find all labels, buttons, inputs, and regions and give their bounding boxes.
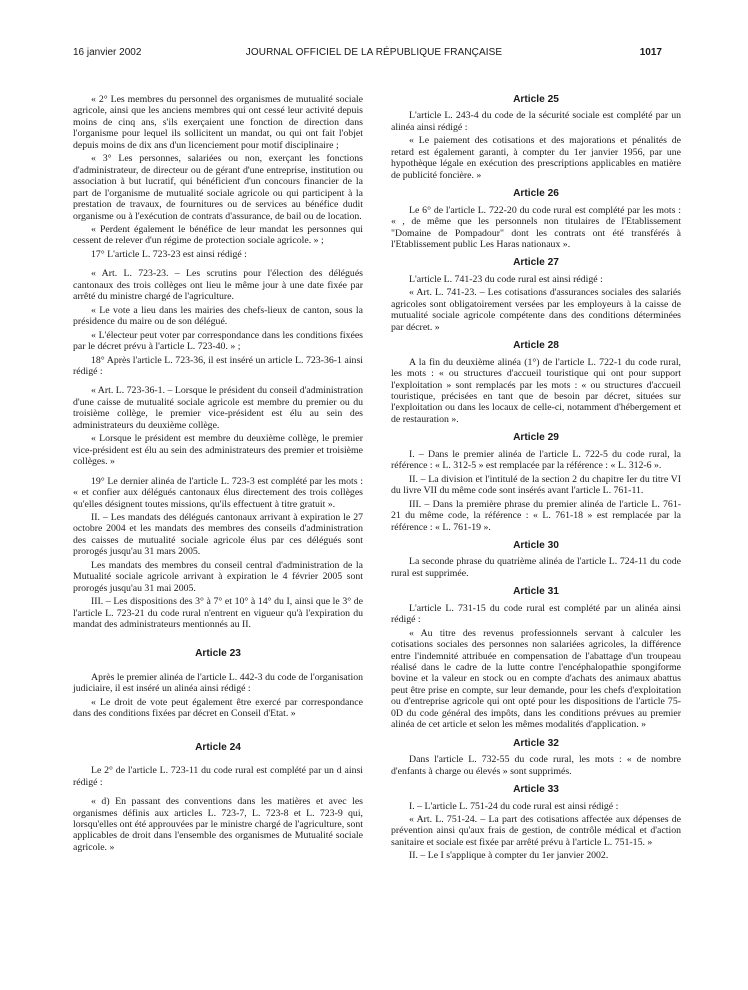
- paragraph: L'article L. 243-4 du code de la sécurité sociale est complété par un alinéa ainsi rédigé :: [391, 110, 681, 133]
- paragraph: « Le paiement des cotisations et des majorations et pénalités de retard est également garanti, à compter du 1er janvier 1956, par une hypothèque légale en exécution des prescriptions applicables en matière de publicité foncière. »: [391, 135, 681, 181]
- paragraph: L'article L. 731-15 du code rural est complété par un alinéa ainsi rédigé :: [391, 602, 681, 626]
- paragraph: « Art. L. 723-23. – Les scrutins pour l'élection des délégués cantonaux des trois collèges ont lieu le même jour à une date fixée par arrêté du ministre chargé de l'agriculture.: [73, 268, 363, 303]
- paragraph: 18° Après l'article L. 723-36, il est inséré un article L. 723-36-1 ainsi rédigé :: [73, 354, 363, 377]
- issue-date: 16 janvier 2002: [73, 47, 142, 58]
- paragraph: « Lorsque le président est membre du deuxième collège, le premier vice-président est élu au sein des administrateurs des premier et troisième collèges. »: [73, 433, 363, 468]
- page-header: [0, 47, 748, 63]
- paragraph: I. – L'article L. 751-24 du code rural est ainsi rédigé :: [409, 800, 619, 812]
- article-heading: Article 24: [195, 741, 241, 753]
- paragraph: « Art. L. 741-23. – Les cotisations d'assurances sociales des salariés agricoles sont obligatoirement versées par les employeurs à la caisse de mutualité sociale agricole compétente dans des conditions déterminées par décret. »: [391, 287, 681, 333]
- article-heading: Article 28: [513, 340, 559, 352]
- article-heading: Article 31: [513, 586, 559, 598]
- paragraph: II. – La division et l'intitulé de la section 2 du chapitre Ier du titre VI du livre VII du même code sont insérés avant l'article L. 761-11.: [391, 473, 681, 497]
- paragraph: Dans l'article L. 732-55 du code rural, les mots : « de nombre d'enfants à charge ou élevés » sont supprimés.: [391, 754, 681, 777]
- paragraph: « 3° Les personnes, salariées ou non, exerçant les fonctions d'administrateur, de directeur ou de gérant d'une entreprise, institution ou association à but lucratif, qui bénéficient d'un concours financier de la part de l'organisme de mutualité sociale agricole ou qui participent à la prestation de travaux, de fournitures ou de services au bénéfice dudit organisme ou à l'exécution de contrats d'assurance, de bail ou de location.: [73, 153, 363, 222]
- article-heading: Article 23: [195, 648, 241, 660]
- paragraph: « Art. L. 723-36-1. – Lorsque le président du conseil d'administration d'une caisse de mutualité sociale agricole est membre du premier ou du troisième collège, le premier vice-président est élu au sein des administrateurs du deuxième collège.: [73, 385, 363, 431]
- paragraph: 17° L'article L. 723-23 est ainsi rédigé :: [91, 248, 247, 260]
- article-heading: Article 32: [513, 737, 559, 749]
- paragraph: « Art. L. 751-24. – La part des cotisations affectée aux dépenses de prévention ainsi qu'aux frais de gestion, de contrôle médical et d'action sanitaire et sociale est fixée par arrêté prévu à l'article L. 751-15. »: [391, 814, 681, 848]
- paragraph: Le 6° de l'article L. 722-20 du code rural est complété par les mots : « , de même que les personnels non titulaires de l'Etablissement "Domaine de Pompadour" dont les contrats ont été transférés à l'Etablissement public Les Haras nationaux ».: [391, 204, 681, 250]
- paragraph: La seconde phrase du quatrième alinéa de l'article L. 724-11 du code rural est supprimée.: [391, 556, 681, 579]
- paragraph: Le 2° de l'article L. 723-11 du code rural est complété par un d ainsi rédigé :: [73, 765, 363, 788]
- article-heading: Article 29: [513, 432, 559, 444]
- article-heading: Article 27: [513, 257, 559, 269]
- paragraph: « Le vote a lieu dans les mairies des chefs-lieux de canton, sous la présidence du maire ou de son délégué.: [73, 304, 363, 328]
- article-heading: Article 26: [513, 188, 559, 200]
- paragraph: L'article L. 741-23 du code rural est ainsi rédigé :: [409, 273, 603, 285]
- paragraph: « d) En passant des conventions dans les matières et avec les organismes définis aux articles L. 723-7, L. 723-8 et L. 723-9 qui, lorsqu'elles ont été approuvées par le ministre chargé de l'agriculture, sont applicables de droit dans l'ensemble des organismes de Mutualité sociale agricole. »: [73, 796, 363, 853]
- article-heading: Article 25: [513, 94, 559, 105]
- paragraph: « L'électeur peut voter par correspondance dans les conditions fixées par le décret prévu à l'article L. 723-40. » ;: [73, 329, 363, 353]
- right-column: [391, 94, 681, 864]
- paragraph: A la fin du deuxième alinéa (1°) de l'article L. 722-1 du code rural, les mots : « ou structures d'accueil touristique qui ont pour support l'exploitation » sont remplacés par les mots : « ou structures d'accueil touristique, précisées en tant que de besoin par décret, situées sur l'exploitation ou dans les locaux de celle-ci, notamment d'hébergement et de restauration ».: [391, 356, 681, 425]
- paragraph: Les mandats des membres du conseil central d'administration de la Mutualité sociale agricole arrivant à expiration le 4 février 2005 sont prorogés jusqu'au 31 mai 2005.: [73, 559, 363, 594]
- paragraph: « Le droit de vote peut également être exercé par correspondance dans des conditions fixées par décret en Conseil d'Etat. »: [73, 696, 363, 720]
- article-heading: Article 33: [513, 784, 559, 796]
- paragraph: II. – Le I s'applique à compter du 1er janvier 2002.: [409, 850, 609, 862]
- journal-title: JOURNAL OFFICIEL DE LA RÉPUBLIQUE FRANÇAISE: [245, 47, 503, 58]
- paragraph: I. – Dans le premier alinéa de l'article L. 722-5 du code rural, la référence : « L. 312-5 » est remplacée par la référence : « L. 312-6 ».: [391, 448, 681, 472]
- paragraph: III. – Les dispositions des 3° à 7° et 10° à 14° du I, ainsi que le 3° de l'article L. 723-21 du code rural n'entrent en vigueur qu'à l'expiration du mandat des administrateurs mentionnés au II.: [73, 596, 363, 631]
- paragraph: « 2° Les membres du personnel des organismes de mutualité sociale agricole, ainsi que les anciens membres qui ont cessé leur activité depuis moins de cinq ans, s'ils exerçaient une fonction de direction dans l'organisme pour lequel ils sollicitent un mandat, ou qui ont fait l'objet depuis moins de dix ans d'un licenciement pour motif disciplinaire ;: [73, 94, 363, 151]
- left-column: [73, 94, 363, 855]
- paragraph: Après le premier alinéa de l'article L. 442-3 du code de l'organisation judiciaire, il est inséré un alinéa ainsi rédigé :: [73, 671, 363, 695]
- paragraph: « Au titre des revenus professionnels servant à calculer les cotisations sociales des personnes non salariées agricoles, la différence entre l'indemnité attribuée en compensation de l'abattage d'un troupeau réalisé dans le cadre de la lutte contre l'encéphalopathie spongiforme bovine et la valeur en stock ou en compte d'achats des animaux abattus peut être prise en compte, sur leur demande, pour les chefs d'exploitation ou d'entreprise agricole qui ont opté pour les dispositions de l'article 75-0D du code général des impôts, dans les conditions prévues au premier alinéa de cet article et selon les mêmes modalités d'application. »: [391, 627, 681, 731]
- paragraph: « Perdent également le bénéfice de leur mandat les personnes qui cessent de relever d'un régime de protection sociale agricole. » ;: [73, 223, 363, 247]
- paragraph: II. – Les mandats des délégués cantonaux arrivant à expiration le 27 octobre 2004 et les mandats des membres des conseils d'administration des caisses de mutualité sociale agricole élus par ces délégués sont prorogés jusqu'au 31 mars 2005.: [73, 511, 363, 558]
- paragraph: III. – Dans la première phrase du premier alinéa de l'article L. 761-21 du même code, la référence : « L. 761-18 » est remplacée par la référence : « L. 761-19 ».: [391, 498, 681, 533]
- article-heading: Article 30: [513, 539, 559, 551]
- paragraph: 19° Le dernier alinéa de l'article L. 723-3 est complété par les mots : « et confier aux délégués cantonaux élus directement des trois collèges qu'elles désignent toutes missions, qu'ils effectuent à titre gratuit ».: [73, 475, 363, 510]
- page-number: 1017: [639, 47, 662, 58]
